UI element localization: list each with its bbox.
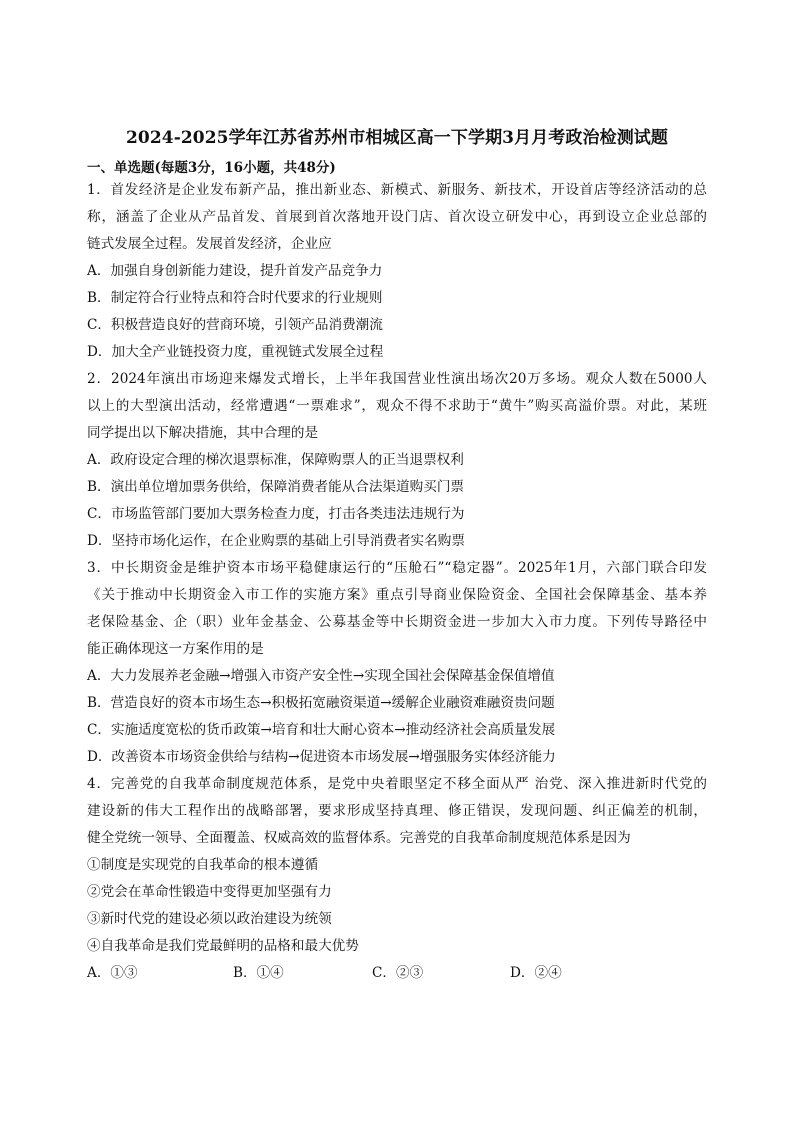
q2-stem-line-1: 2．2024年演出市场迎来爆发式增长，上半年我国营业性演出场次20万多场。观众人数在5000人	[87, 371, 707, 387]
q2-option-c: C．市场监管部门要加大票务检查力度，打击各类违法违规行为	[87, 506, 465, 522]
q2-option-b: B．演出单位增加票务供给，保障消费者能从合法渠道购买门票	[87, 479, 465, 495]
q1-option-c: C．积极营造良好的营商环境，引领产品消费潮流	[87, 317, 383, 333]
q3-stem-line-3: 老保险基金、企（职）业年金基金、公募基金等中长期资金进一步加大入市力度。下列传导路径中	[87, 614, 707, 630]
q3-option-d: D．改善资本市场资金供给与结构→促进资本市场发展→增强服务实体经济能力	[87, 749, 556, 765]
q4-statement-3: ③新时代党的建设必须以政治建设为统领	[87, 911, 332, 927]
q3-option-c: C．实施适度宽松的货币政策→培育和壮大耐心资本→推动经济社会高质量发展	[87, 722, 556, 738]
q3-option-a: A．大力发展养老金融→增强入市资产安全性→实现全国社会保障基金保值增值	[87, 668, 555, 684]
page-title: 2024-2025学年江苏省苏州市相城区高一下学期3月月考政治检测试题	[125, 128, 668, 148]
q4-stem-line-1: 4．完善党的自我革命制度规范体系，是党中央着眼坚定不移全面从严 治党、深入推进新时代党的	[87, 776, 707, 792]
q3-stem-line-2: 《关于推动中长期资金入市工作的实施方案》重点引导商业保险资金、全国社会保障基金、基本养	[87, 587, 707, 603]
q1-option-b: B．制定符合行业特点和符合时代要求的行业规则	[87, 290, 383, 306]
section-heading: 一、单选题(每题3分，16小题，共48分)	[87, 160, 336, 176]
q3-stem-line-1: 3．中长期资金是维护资本市场平稳健康运行的“压舱石”“稳定器”。2025年1月，六部门联合印发	[87, 560, 707, 576]
q1-stem-line-2: 称，涵盖了企业从产品首发、首展到首次落地开设门店、首次设立研发中心，再到设立企业总部的	[87, 209, 707, 225]
q4-option-b: B．①④	[233, 965, 284, 981]
q4-option-d: D．②④	[510, 965, 562, 981]
q4-option-c: C．②③	[372, 965, 424, 981]
q1-stem-line-3: 链式发展全过程。发展首发经济，企业应	[87, 236, 332, 252]
q2-option-a: A．政府设定合理的梯次退票标准，保障购票人的正当退票权利	[87, 452, 464, 468]
q4-stem-line-3: 健全党统一领导、全面覆盖、权威高效的监督体系。完善党的自我革命制度规范体系是因为	[87, 830, 631, 846]
q2-stem-line-3: 同学提出以下解决措施，其中合理的是	[87, 425, 319, 441]
q1-option-a: A．加强自身创新能力建设，提升首发产品竞争力	[87, 263, 383, 279]
q4-statement-1: ①制度是实现党的自我革命的根本遵循	[87, 857, 319, 873]
q2-option-d: D．坚持市场化运作，在企业购票的基础上引导消费者实名购票	[87, 533, 465, 549]
q4-option-a: A．①③	[87, 965, 138, 981]
q4-statement-2: ②党会在革命性锻造中变得更加坚强有力	[87, 884, 332, 900]
q3-option-b: B．营造良好的资本市场生态→积极拓宽融资渠道→缓解企业融资难融资贵问题	[87, 695, 555, 711]
q4-statement-4: ④自我革命是我们党最鲜明的品格和最大优势	[87, 938, 359, 954]
q1-option-d: D．加大全产业链投资力度，重视链式发展全过程	[87, 344, 384, 360]
q4-stem-line-2: 建设新的伟大工程作出的战略部署，要求形成坚持真理、修正错误，发现问题、纠正偏差的机制，	[87, 803, 707, 819]
q1-stem-line-1: 1．首发经济是企业发布新产品，推出新业态、新模式、新服务、新技术，开设首店等经济活动的总	[87, 182, 707, 198]
q2-stem-line-2: 以上的大型演出活动，经常遭遇“一票难求”，观众不得不求助于“黄牛”购买高溢价票。对此，某班	[87, 398, 707, 414]
q3-stem-line-4: 能正确体现这一方案作用的是	[87, 641, 264, 657]
